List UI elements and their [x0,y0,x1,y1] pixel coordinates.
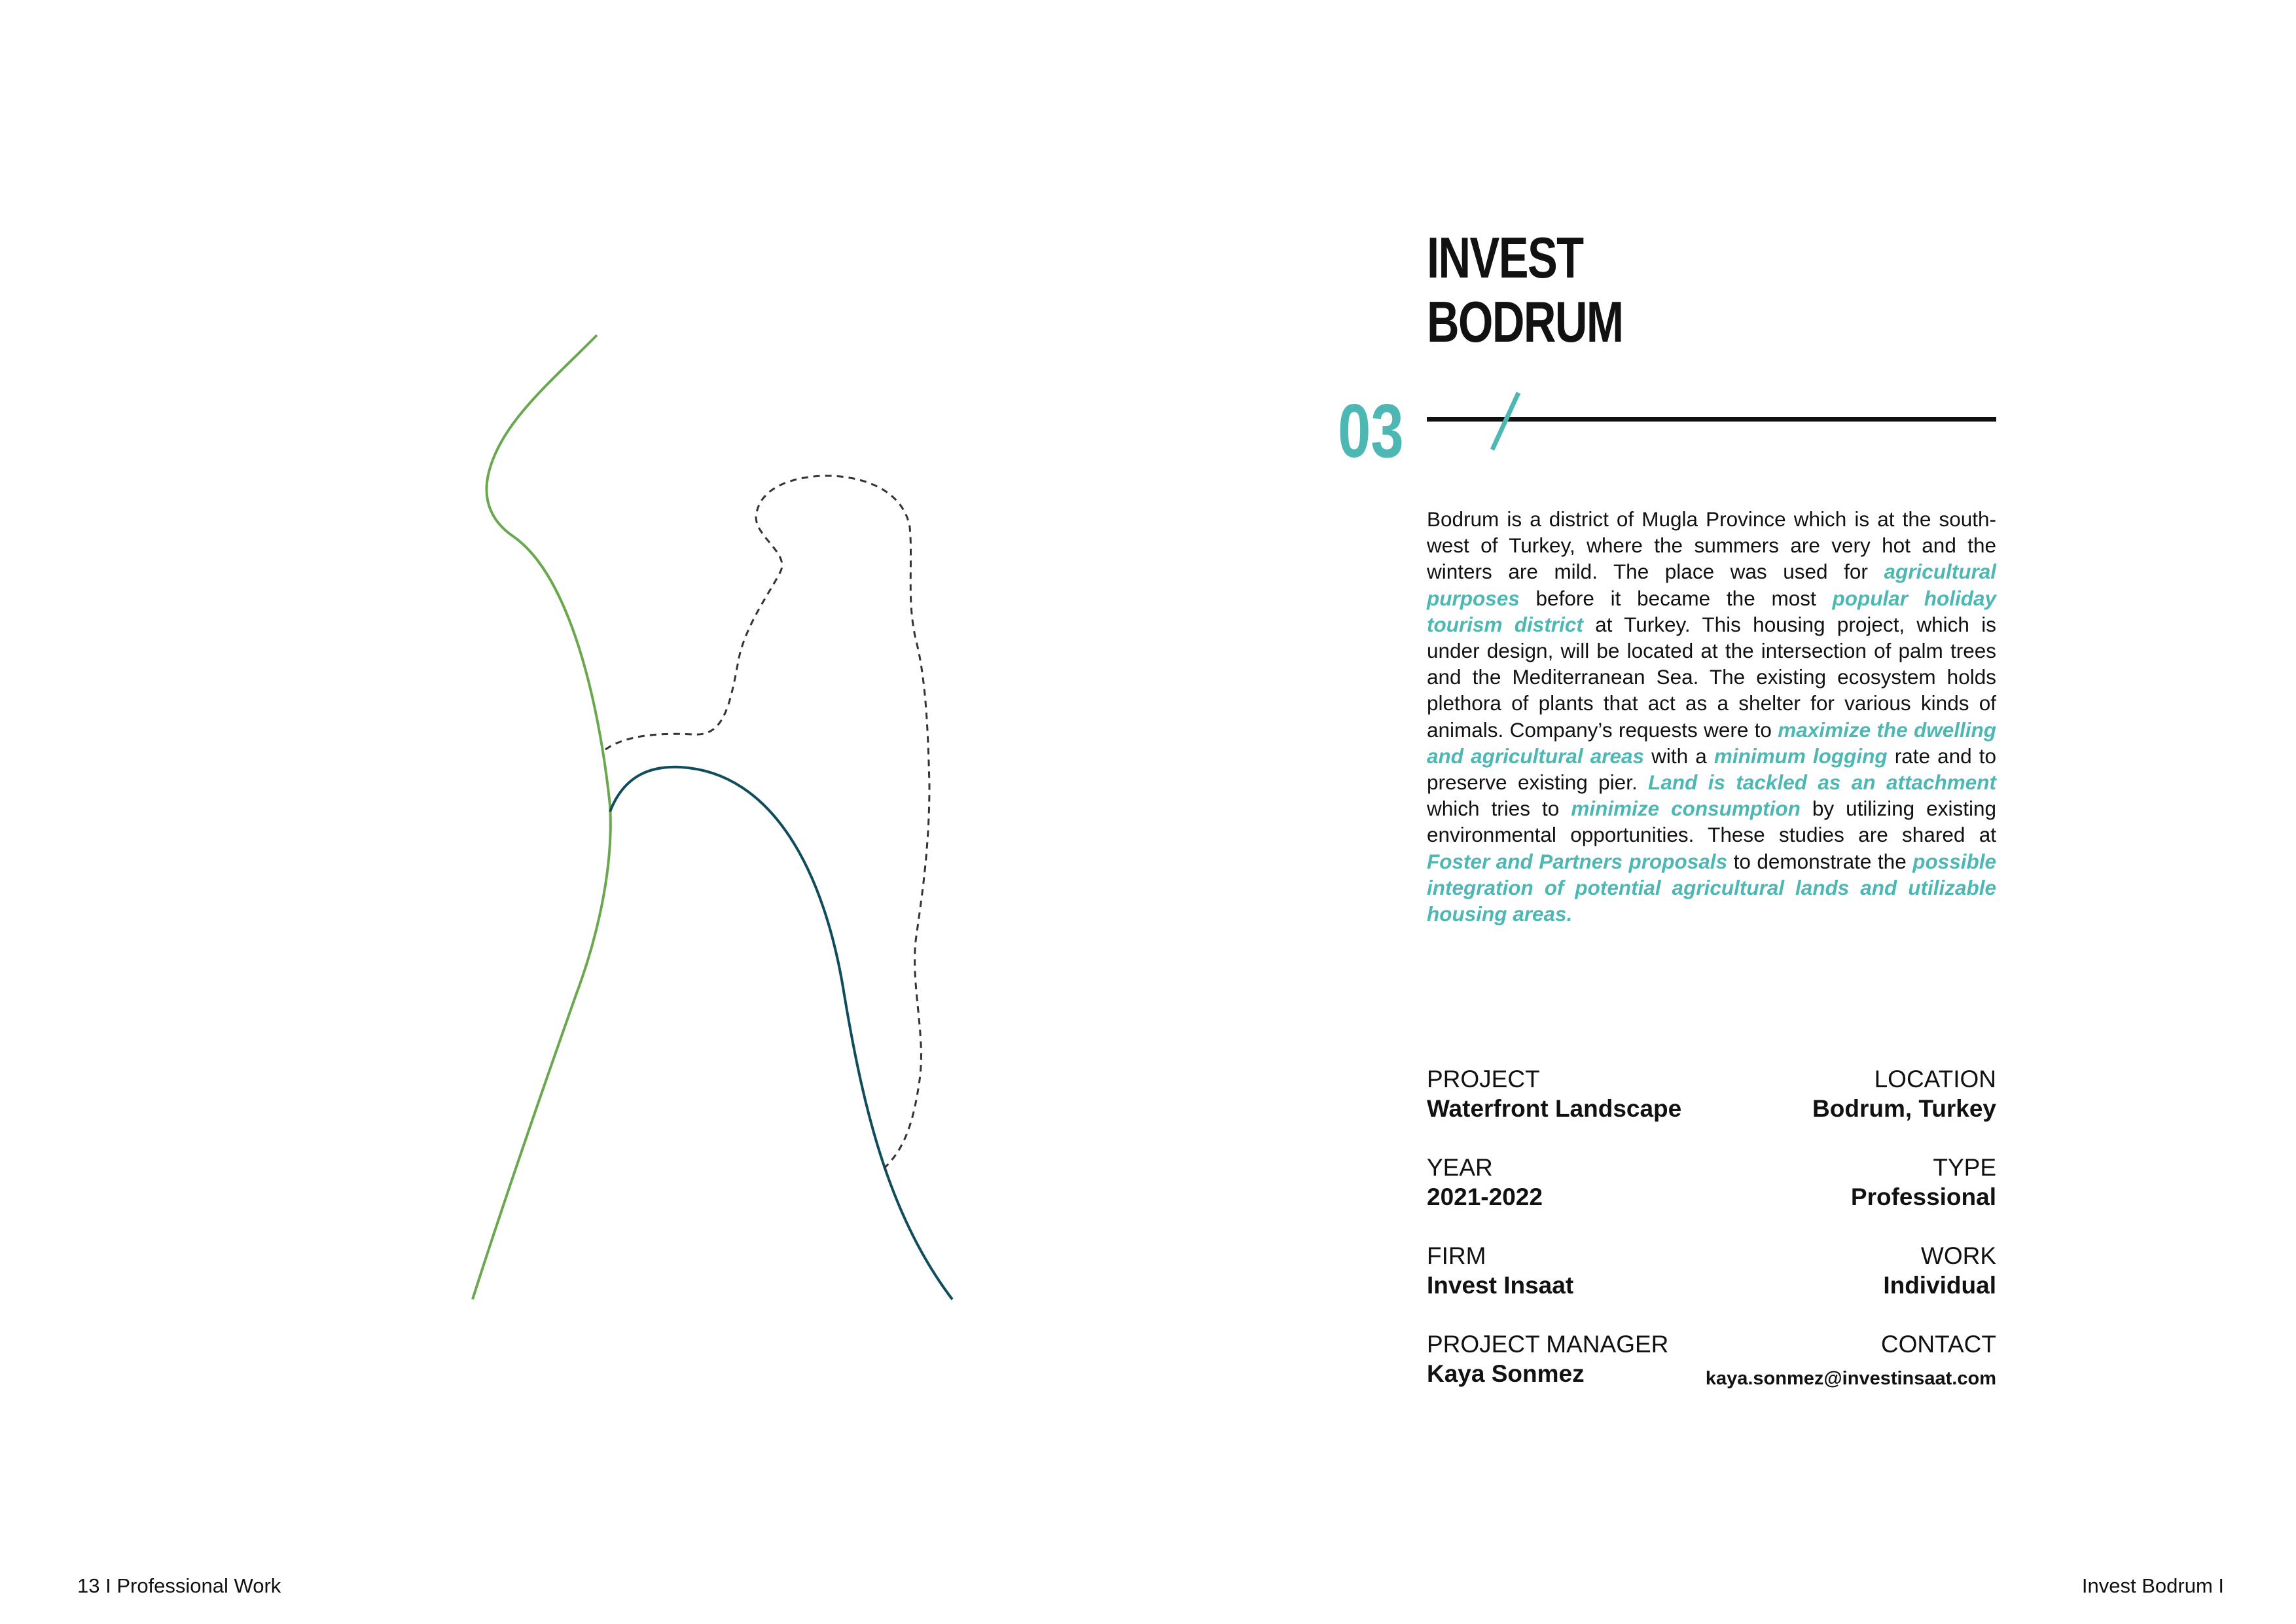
description-text: rate and to preserve existing pier. [1427,744,1996,795]
firm-value: Invest Insaat [1427,1272,1574,1299]
description-text: at Turkey. This housing project, which is under design, will be located at the intersection of palm trees and the Mediterranean Sea. The existing ecosystem holds plethora of plants that act as a shelter for various kinds of animals. Company’s requests were to [1427,612,1996,742]
section-number: 03 [1338,388,1404,473]
manager-label: PROJECT MANAGER [1427,1331,1669,1358]
contact-label: CONTACT [1880,1331,1996,1358]
contact-email-link[interactable]: kaya.sonmez@investinsaat.com [1705,1368,1996,1389]
info-row-project [1427,1065,1996,1124]
highlight-phrase: possible integration of potential agricultural lands and utilizable housing areas. [1427,849,1996,926]
slash-accent [1486,389,1525,455]
description-text: by utilizing existing environmental opportunities. These studies are shared at [1427,797,1996,847]
line-sketch-illustration [0,0,1047,1375]
highlight-phrase: minimize consumption [1571,797,1801,821]
highlight-phrase: popular holiday tourism district [1427,586,1996,636]
footer-page-label: 13 I Professional Work [77,1574,281,1597]
highlight-phrase: Land is tackled as an attachment [1648,770,1996,795]
info-row-manager [1427,1330,1996,1389]
project-label: PROJECT [1427,1066,1540,1092]
highlight-phrase: agricultural purposes [1427,560,1996,610]
highlight-phrase: Foster and Partners proposals [1427,849,1728,873]
year-label: YEAR [1427,1154,1493,1181]
manager-value: Kaya Sonmez [1427,1360,1585,1387]
type-label: TYPE [1933,1154,1996,1181]
description-text: Bodrum is a district of Mugla Province which is at the south-west of Turkey, where the summers are very hot and the winters are mild. The place was used for [1427,507,1996,584]
title-line-2: BODRUM [1427,289,1623,354]
teal-curve [610,767,952,1299]
type-value: Professional [1850,1183,1996,1210]
green-curve [473,335,611,1299]
description-text: which tries to [1427,797,1571,821]
work-value: Individual [1883,1272,1996,1299]
highlight-phrase: minimum logging [1713,744,1888,768]
location-label: LOCATION [1874,1066,1996,1092]
highlight-phrase: maximize the dwelling and agricultural areas [1427,717,1996,768]
info-row-year [1427,1153,1996,1212]
work-label: WORK [1920,1242,1996,1269]
title-line-1: INVEST [1427,225,1583,290]
year-value: 2021-2022 [1427,1183,1543,1210]
project-description [1427,506,1996,927]
location-value: Bodrum, Turkey [1812,1095,1996,1122]
footer-section-label: Invest Bodrum I [2081,1574,2224,1597]
info-row-firm [1427,1242,1996,1301]
description-text: with a [1644,744,1714,768]
description-text: to demonstrate the [1727,849,1913,873]
firm-label: FIRM [1427,1242,1486,1269]
description-text: before it became the most [1519,586,1833,610]
project-value: Waterfront Landscape [1427,1095,1682,1122]
dashed-boundary [605,476,929,1172]
page-title [1427,226,1623,354]
